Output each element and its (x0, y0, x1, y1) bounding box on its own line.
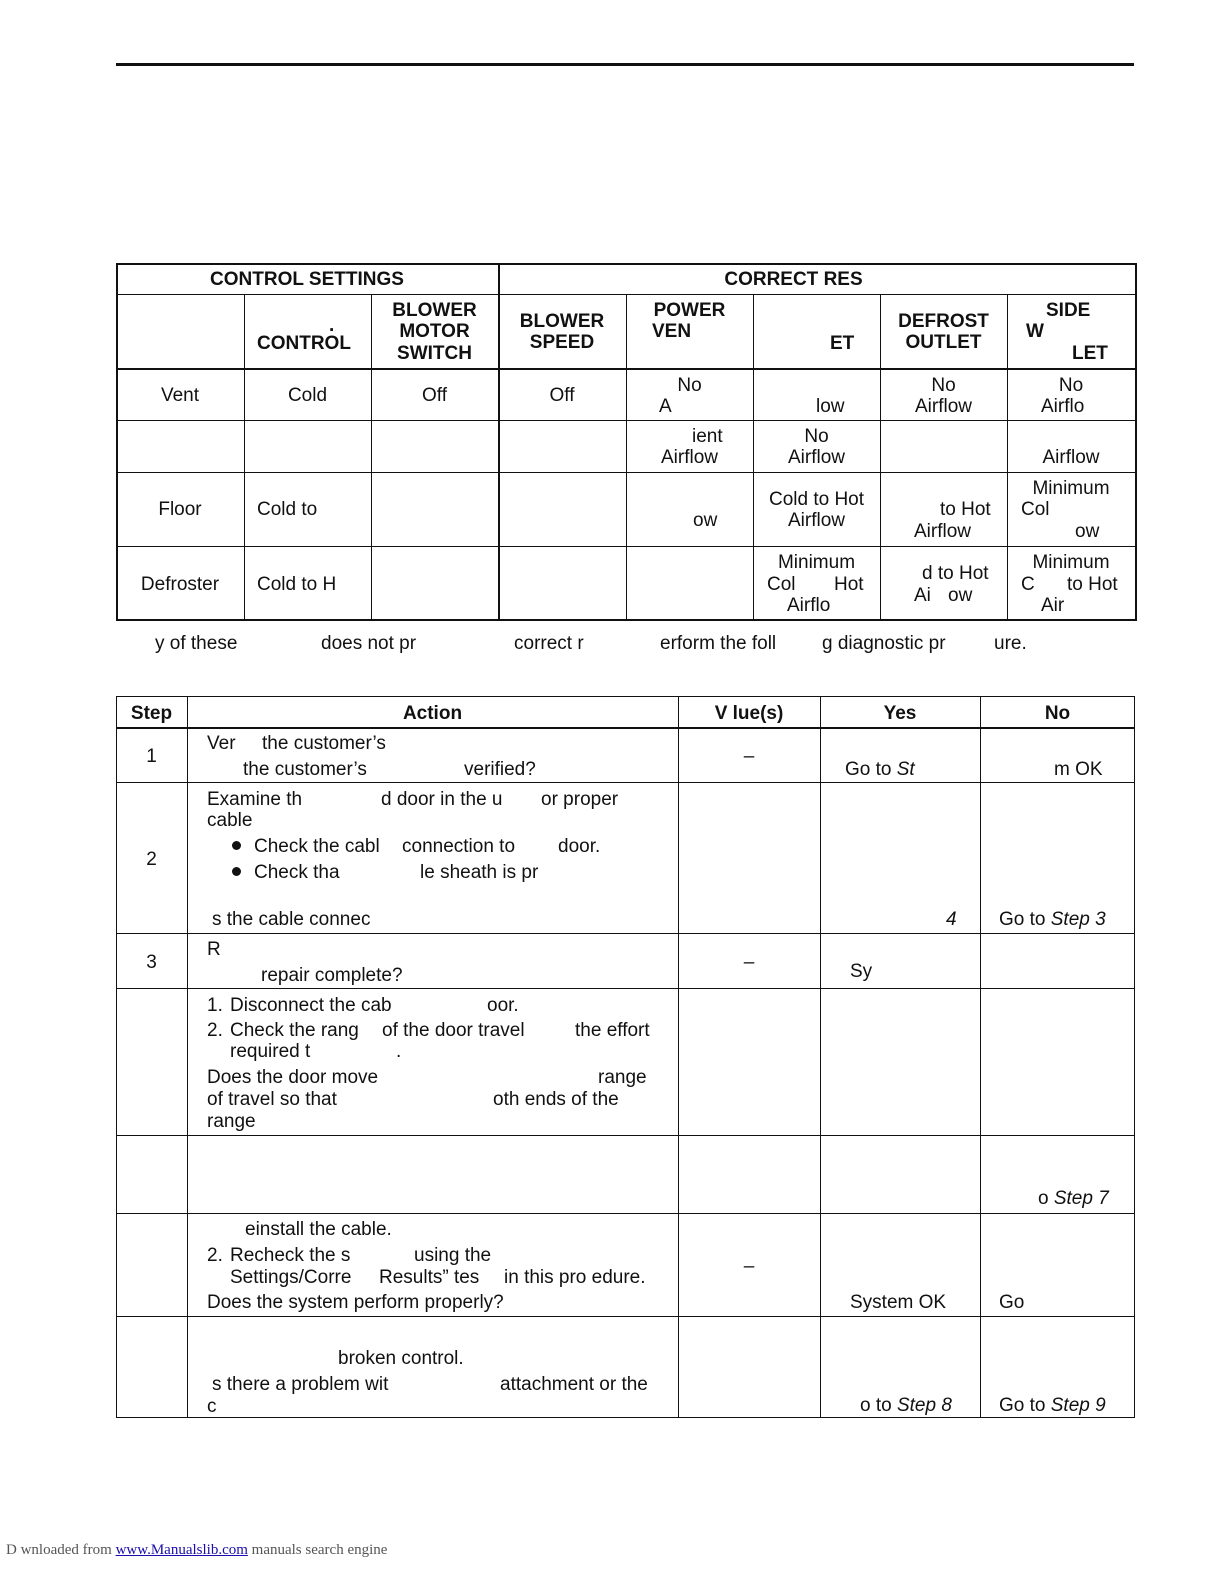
col-header-dot: . (329, 315, 335, 336)
diag-header-step: Step (130, 703, 173, 724)
note-part-1: y of these (155, 633, 238, 654)
step7-action-4: c (207, 1396, 217, 1417)
step1-yes: Go to St (845, 759, 915, 780)
step4-action-2: oor. (487, 995, 519, 1016)
step2-no: Go to Step 3 (999, 909, 1106, 930)
row3-defrost-2: Airflow (914, 521, 972, 542)
step4-action-5: the effort (575, 1020, 650, 1041)
step1-action-3: the customer’s (243, 759, 367, 780)
step2-number: 2 (146, 849, 157, 870)
step4-action-10: of travel so that (207, 1089, 337, 1110)
step3-values: – (743, 952, 755, 973)
step1-action-2: the customer’s (262, 733, 386, 754)
col-header-blower-speed-1: BLOWER (519, 311, 605, 332)
step7-action-3: attachment or the (500, 1374, 648, 1395)
step2-action-9: le sheath is pr (420, 862, 539, 883)
row3-side-1: Minimum (1032, 478, 1110, 499)
row4-heater-2: Col (767, 574, 796, 595)
step4-action-num-2: 2. (207, 1020, 223, 1041)
step6-action-num-2: 2. (207, 1245, 223, 1266)
row1-vent-1: No (677, 375, 702, 396)
step4-action-3: Check the rang (230, 1020, 359, 1041)
step6-action-2: Recheck the s (230, 1245, 351, 1266)
step1-no: m OK (1054, 759, 1103, 780)
step7-action-2: s there a problem wit (212, 1374, 389, 1395)
row4-side-2: C (1021, 574, 1035, 595)
row4-defrost-3: ow (948, 585, 973, 606)
col-header-heater-outlet: ET (830, 333, 855, 354)
note-part-3: correct r (514, 633, 584, 654)
col-header-side-window-outlet-1: SIDE (1046, 300, 1091, 321)
step6-yes: System OK (850, 1292, 947, 1313)
bullet-icon (232, 867, 241, 876)
step3-yes: Sy (850, 961, 873, 982)
row1-switch: Off (422, 385, 447, 406)
diag-header-action: Action (402, 703, 463, 724)
row4-defrost-1: d to Hot (922, 563, 989, 584)
row4-heater-4: Airflo (787, 595, 831, 616)
row1-vent-2: A (659, 396, 672, 417)
note-part-5: g diagnostic pr (822, 633, 946, 654)
step5-no: o Step 7 (1038, 1188, 1109, 1209)
col-header-defrost-outlet-1: DEFROST (898, 311, 989, 332)
row4-heater-1: Minimum (777, 552, 856, 573)
step3-number: 3 (146, 952, 157, 973)
diag-header-values: V lue(s) (714, 703, 784, 724)
step2-action-4: cable (207, 810, 253, 831)
row3-vent: ow (693, 510, 718, 531)
step2-action-8: Check tha (254, 862, 340, 883)
step1-values: – (743, 746, 755, 767)
step2-action-7: door. (558, 836, 601, 857)
row4-side-1: Minimum (1032, 552, 1110, 573)
row4-mode: Defroster (140, 574, 220, 595)
col-header-blower-motor-switch-1: BLOWER (392, 300, 477, 321)
step4-action-7: . (396, 1041, 402, 1062)
row2-vent-1: ient (692, 426, 723, 447)
diag-header-no: No (1044, 703, 1071, 724)
row1-temp: Cold (287, 385, 328, 406)
step4-action-11: oth ends of the (493, 1089, 619, 1110)
step7-yes: o to Step 8 (860, 1395, 952, 1416)
col-header-blower-speed-2: SPEED (529, 332, 595, 353)
step2-action-10: s the cable connec (212, 909, 371, 930)
step7-no: Go to Step 9 (999, 1395, 1106, 1416)
row2-heater-2: Airflow (787, 447, 845, 468)
header-control-settings: CONTROL SETTINGS (210, 269, 404, 290)
bullet-icon (232, 841, 241, 850)
col-header-blower-motor-switch-3: SWITCH (397, 343, 472, 364)
row4-temp: Cold to H (257, 574, 337, 595)
step4-action-1: Disconnect the cab (230, 995, 392, 1016)
step6-action-3: using the (414, 1245, 492, 1266)
step2-action-3: or proper (541, 789, 619, 810)
row1-side-1: No (1058, 375, 1084, 396)
step1-action-4: verified? (464, 759, 536, 780)
col-header-power-vent-2: VEN (652, 321, 692, 342)
row1-side-2: Airflo (1041, 396, 1085, 417)
step3-action-2: repair complete? (261, 965, 403, 986)
row4-side-3: to Hot (1067, 574, 1118, 595)
step4-action-12: range (207, 1111, 256, 1132)
step2-yes: 4 (946, 909, 957, 930)
row4-defrost-2: Ai (914, 585, 931, 606)
row1-speed: Off (549, 385, 575, 406)
note-part-4: erform the foll (660, 633, 777, 654)
row3-mode: Floor (158, 499, 202, 520)
note-part-2: does not pr (321, 633, 417, 654)
step6-action-4: Settings/Corre (230, 1267, 352, 1288)
note-part-6: ure. (994, 633, 1027, 654)
row2-vent-2: Airflow (660, 447, 718, 468)
row3-side-3: ow (1075, 521, 1100, 542)
row1-heater: low (816, 396, 845, 417)
header-correct-results: CORRECT RES (724, 269, 863, 290)
col-header-power-vent-1: POWER (653, 300, 726, 321)
row4-side-4: Air (1041, 595, 1065, 616)
top-rule (116, 63, 1134, 66)
step6-action-6: in this pro edure. (504, 1267, 646, 1288)
row1-defrost-2: Airflow (914, 396, 972, 417)
col-header-control: CONTROL (257, 333, 351, 354)
row3-defrost-1: to Hot (940, 499, 991, 520)
step2-action-1: Examine th (207, 789, 303, 810)
row2-side: Airflow (1042, 447, 1100, 468)
col-header-side-window-outlet-3: LET (1072, 343, 1108, 364)
row1-mode: Vent (160, 385, 200, 406)
step4-action-4: of the door travel (382, 1020, 525, 1041)
row1-defrost-1: No (931, 375, 956, 396)
row3-temp: Cold to (257, 499, 318, 520)
row3-heater-1: Cold to Hot (768, 489, 865, 510)
diag-header-yes: Yes (883, 703, 917, 724)
footer-suffix: manuals search engine (247, 1542, 388, 1558)
step6-action-5: Results” tes (379, 1267, 480, 1288)
step4-action-9: range (598, 1067, 647, 1088)
row2-heater-1: No (804, 426, 829, 447)
step4-action-6: required t (230, 1041, 311, 1062)
col-header-defrost-outlet-2: OUTLET (905, 332, 982, 353)
col-header-blower-motor-switch-2: MOTOR (399, 321, 470, 342)
row3-heater-2: Airflow (787, 510, 845, 531)
step2-action-2: d door in the u (381, 789, 503, 810)
step3-action-1: R (207, 939, 221, 960)
col-header-side-window-outlet-2: W (1026, 321, 1044, 342)
step6-action-1: einstall the cable. (245, 1219, 392, 1240)
footer-prefix: D wnloaded from (6, 1542, 116, 1558)
step1-number: 1 (146, 746, 157, 767)
step6-no: Go (999, 1292, 1025, 1313)
row4-heater-3: Hot (834, 574, 864, 595)
step2-action-6: connection to (402, 836, 516, 857)
manualslib-link[interactable]: www.Manualslib.com (115, 1542, 248, 1558)
step6-values: – (743, 1256, 755, 1277)
footer (6, 1542, 387, 1559)
step6-action-7: Does the system perform properly? (207, 1292, 504, 1313)
step7-action-1: broken control. (338, 1348, 464, 1369)
step4-action-8: Does the door move (207, 1067, 379, 1088)
step4-action-num-1: 1. (207, 995, 223, 1016)
step2-action-5: Check the cabl (254, 836, 380, 857)
step1-action-1: Ver (207, 733, 236, 754)
row3-side-2: Col (1021, 499, 1050, 520)
